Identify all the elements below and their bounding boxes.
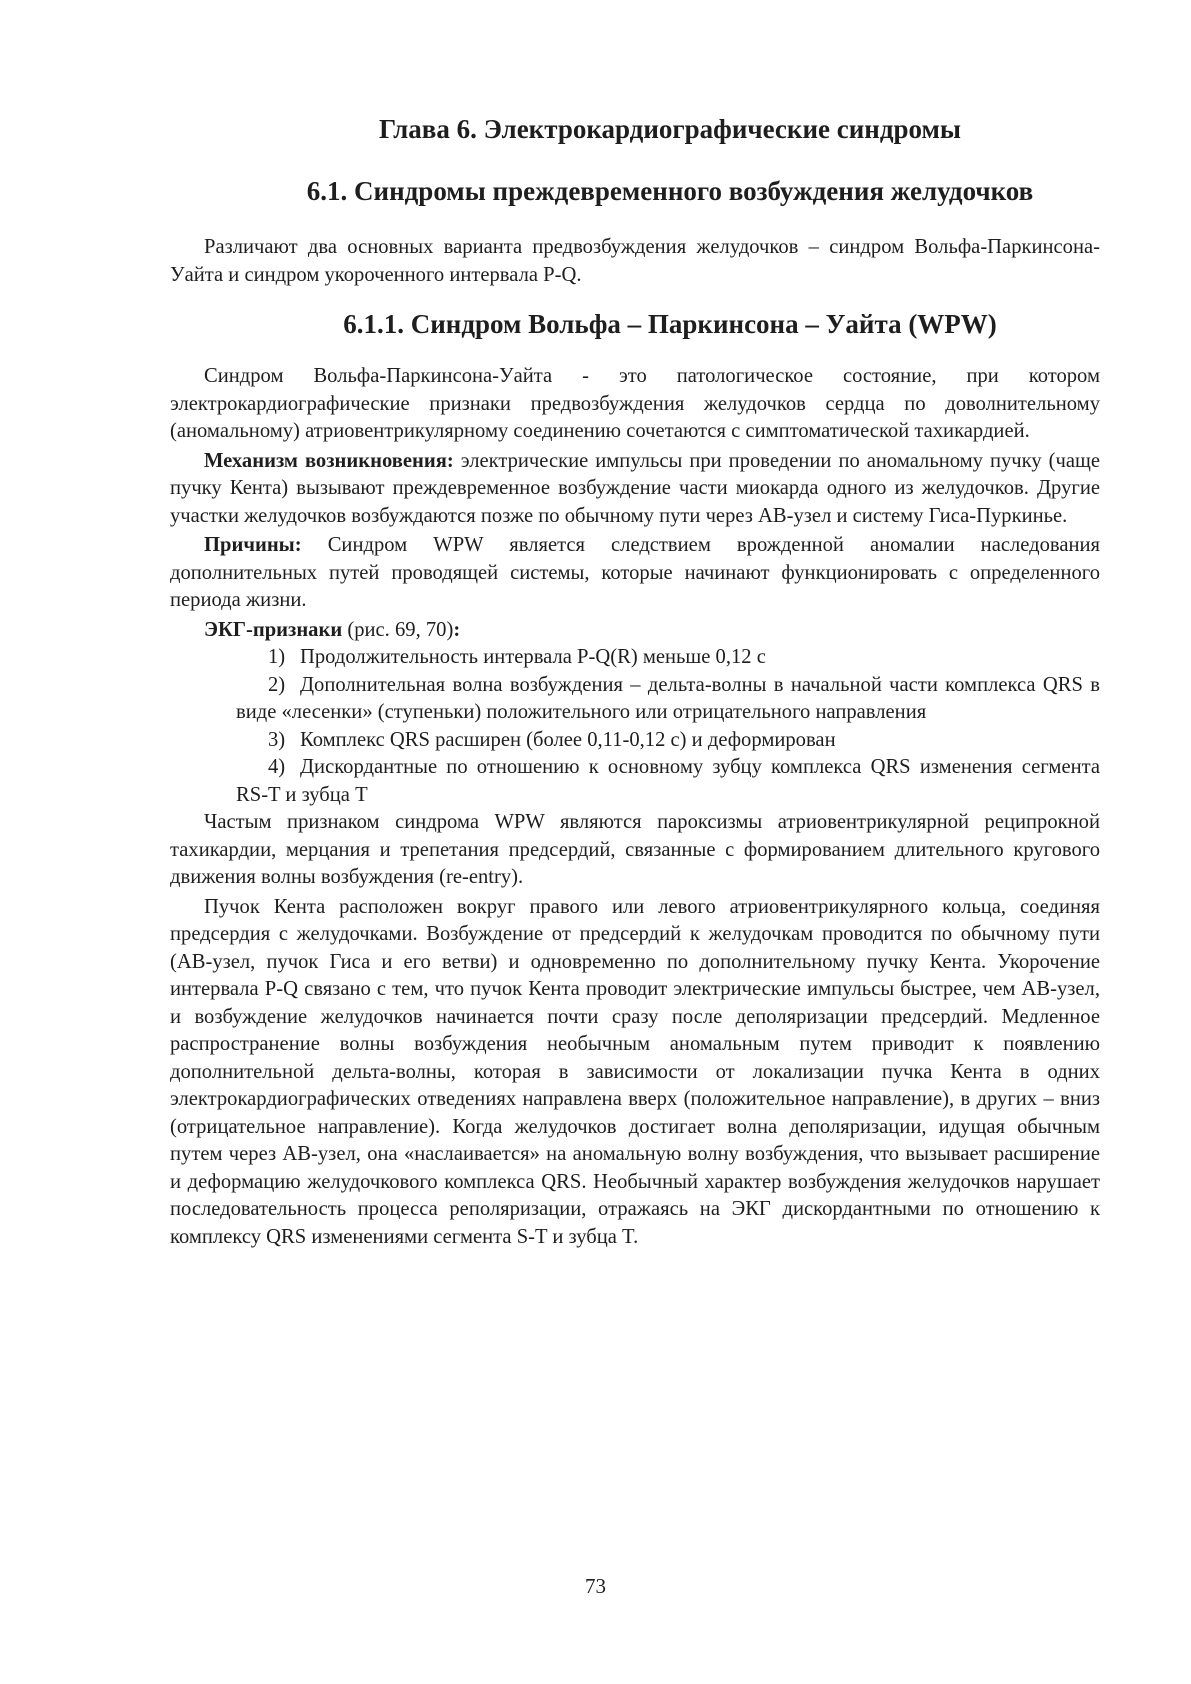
mechanism-label: Механизм возникновения: (204, 449, 454, 472)
ecg-sign-item (170, 754, 1100, 809)
page-number: 73 (585, 1574, 606, 1598)
intro-paragraph: Различают два основных варианта предвозбуждения желудочков – синдром Вольфа-Паркинсона-Уайта и синдром укороченного интервала P-Q. (170, 236, 1100, 286)
paroxysm-paragraph: Частым признаком синдрома WPW являются пароксизмы атриовентрикулярной реципрокной тахикардии, мерцания и трепетания предсердий, связанные с формированием длительного кругового движения волны возбуждения (re-entry). (170, 811, 1100, 888)
ecg-sign-item (170, 672, 1100, 727)
causes-text: Синдром WPW является следствием врожденной аномалии наследования дополнительных путей проводящей системы, которые начинают функционировать с определенного периода жизни. (170, 534, 1100, 611)
ecg-sign-number: 3) (268, 728, 286, 751)
ecg-signs-label: ЭКГ-признаки (204, 618, 343, 641)
ecg-sign-number: 1) (268, 646, 286, 668)
ecg-sign-text: Дискордантные по отношению к основному зубцу комплекса QRS изменения сегмента RS-T и зубца T (236, 756, 1100, 806)
ecg-sign-item (170, 644, 1100, 672)
ecg-sign-number: 4) (268, 756, 286, 778)
mechanism-paragraph (170, 448, 1100, 531)
mechanism-text: электрические импульсы при проведении по аномальному пучку (чаще пучку Кента) вызывают преждевременное возбуждение части миокарда одного из желудочков. Другие участки желудочков возбуждаются позже по обычному пути через АВ-узел и систему Гиса-Пуркинье. (170, 449, 1100, 527)
ecg-sign-text: Дополнительная волна возбуждения – дельта-волны в начальной части комплекса QRS в виде «лесенки» (ступеньки) положительного или отрицательного направления (236, 673, 1100, 723)
ecg-signs-heading (170, 617, 1100, 645)
subsection-title: 6.1.1. Синдром Вольфа – Паркинсона – Уайта (WPW) (343, 309, 997, 339)
ecg-signs-colon: : (453, 618, 461, 641)
causes-label: Причины: (204, 534, 302, 556)
ecg-signs-ref: (рис. 69, 70) (342, 618, 454, 641)
document-page (170, 112, 1100, 1251)
section-title: 6.1. Синдромы преждевременного возбуждения желудочков (306, 176, 1034, 206)
ecg-sign-item (170, 727, 1100, 755)
definition-paragraph: Синдром Вольфа-Паркинсона-Уайта - это патологическое состояние, при котором электрокардиографические признаки предвозбуждения желудочков сердца по доволнительному (аномальному) атриовентрикулярному соединению сочетаются с симптоматической тахикардией. (170, 365, 1100, 442)
causes-paragraph (170, 532, 1100, 615)
ecg-sign-text: Комплекс QRS расширен (более 0,11-0,12 с) и деформирован (300, 728, 836, 751)
ecg-sign-number: 2) (268, 673, 286, 696)
kent-paragraph: Пучок Кента расположен вокруг правого или левого атриовентрикулярного кольца, соединяя предсердия с желудочками. Возбуждение от предсердий к желудочкам проводится по обычному пути (АВ-узел, пучок Гиса и его ветви) и одновременно по дополнительному пучку Кента. Укорочение интервала P-Q связано с тем, что пучок Кента проводит электрические импульсы быстрее, чем АВ-узел, и возбуждение желудочков начинается почти сразу после деполяризации предсердий. Медленное распространение волны возбуждения необычным аномальным путем приводит к появлению дополнительной дельта-волны, которая в зависимости от локализации пучка Кента в одних электрокардиографических отведениях направлена вверх (положительное направление), в других – вниз (отрицательное направление). Когда желудочков достигает волна деполяризации, идущая обычным путем через АВ-узел, она «наслаивается» на аномальную волну возбуждения, что вызывает расширение и деформацию желудочкового комплекса QRS. Необычный характер возбуждения желудочков нарушает последовательность процесса реполяризации, отражаясь на ЭКГ дискордантными по отношению к комплексу QRS изменениями сегмента S-T и зубца T. (170, 895, 1100, 1248)
chapter-title: Глава 6. Электрокардиографические синдромы (378, 114, 961, 144)
ecg-sign-text: Продолжительность интервала P-Q(R) меньше 0,12 с (300, 646, 766, 668)
